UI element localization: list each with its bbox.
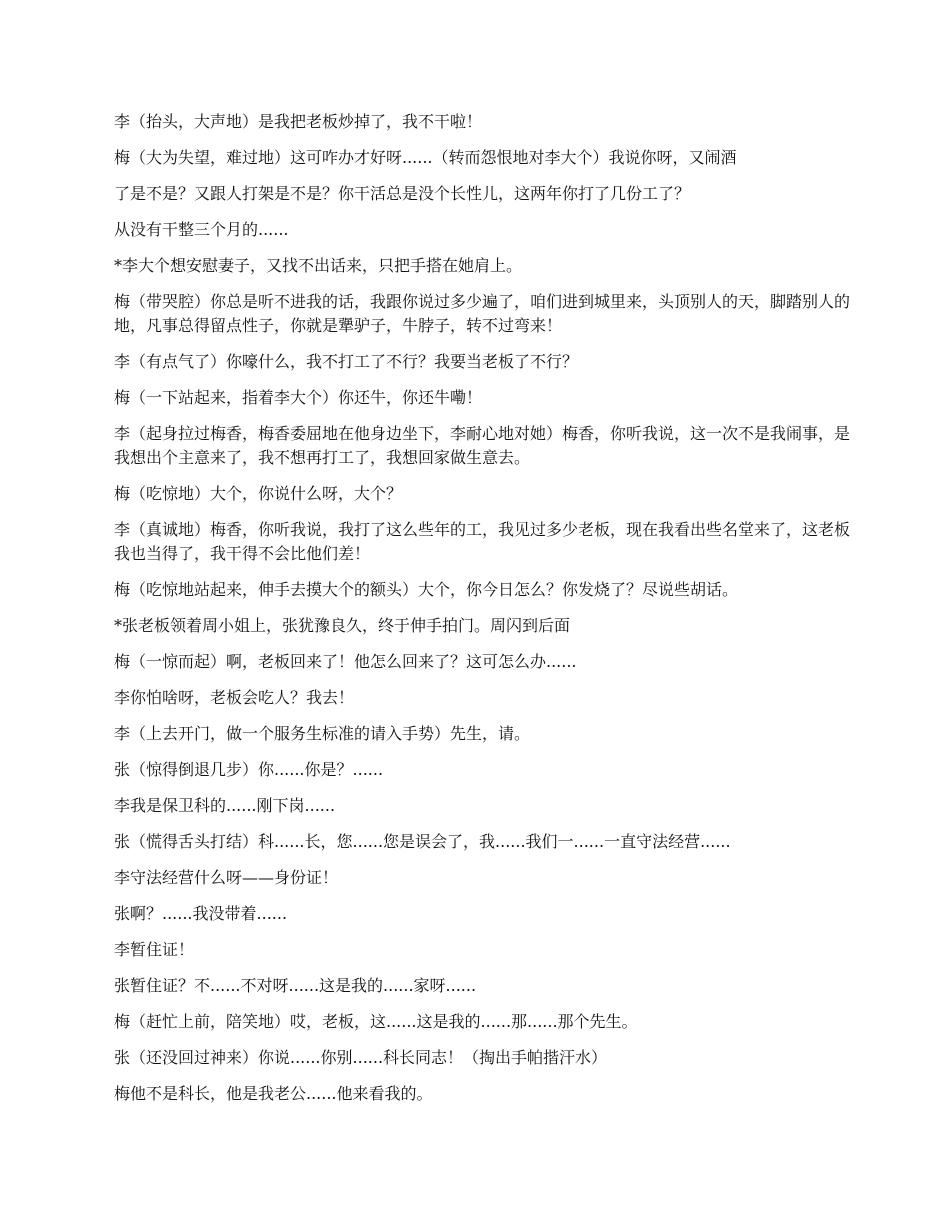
paragraph: 梅（一下站起来，指着李大个）你还牛，你还牛嘞！	[114, 388, 483, 407]
paragraph: 张（惊得倒退几步）你......你是？......	[114, 760, 384, 779]
paragraph: 李（抬头，大声地）是我把老板炒掉了，我不干啦！	[114, 112, 483, 131]
paragraph: 梅（吃惊地）大个，你说什么呀，大个？	[114, 484, 403, 503]
paragraph: 张啊？......我没带着......	[114, 904, 288, 923]
paragraph: 梅（吃惊地站起来，伸手去摸大个的额头）大个，你今日怎么？你发烧了？尽说些胡话。	[114, 580, 739, 599]
paragraph: 张（慌得舌头打结）科......长，您......您是误会了，我......我们一......一直守法经营......	[114, 832, 731, 851]
stage-direction: *李大个想安慰妻子，又找不出话来，只把手搭在她肩上。	[114, 256, 523, 275]
script-text-body	[114, 110, 854, 1118]
paragraph: 梅他不是科长，他是我老公......他来看我的。	[114, 1084, 433, 1103]
paragraph: 张暂住证？不......不对呀......这是我的......家呀......	[114, 976, 477, 995]
paragraph: 李我是保卫科的......刚下岗......	[114, 796, 336, 815]
stage-direction: *张老板领着周小姐上，张犹豫良久，终于伸手拍门。周闪到后面	[114, 616, 571, 635]
paragraph: 梅（一惊而起）啊，老板回来了！他怎么回来了？这可怎么办......	[114, 652, 577, 671]
paragraph: 李（真诚地）梅香，你听我说，我打了这么些年的工，我见过多少老板，现在我看出些名堂来了，这老板我也当得了，我干得不会比他们差！	[114, 520, 851, 563]
paragraph: 李（有点气了）你嚎什么，我不打工了不行？我要当老板了不行？	[114, 352, 579, 371]
paragraph: 张（还没回过神来）你说......你别......科长同志！（掏出手帕揩汗水）	[114, 1048, 608, 1067]
paragraph: 梅（带哭腔）你总是听不进我的话，我跟你说过多少遍了，咱们进到城里来，头顶别人的天，脚踏别人的地，凡事总得留点性子，你就是犟驴子，牛脖子，转不过弯来！	[114, 292, 851, 335]
paragraph: 李（起身拉过梅香，梅香委屈地在他身边坐下，李耐心地对她）梅香，你听我说，这一次不是我闹事，是我想出个主意来了，我不想再打工了，我想回家做生意去。	[114, 424, 851, 467]
paragraph: 李守法经营什么呀——身份证！	[114, 868, 339, 887]
paragraph: 李暂住证！	[114, 940, 195, 959]
paragraph: 从没有干整三个月的......	[114, 220, 289, 239]
paragraph: 梅（赶忙上前，陪笑地）哎，老板，这......这是我的......那......那个先生。	[114, 1012, 638, 1031]
paragraph: 了是不是？又跟人打架是不是？你干活总是没个长性儿，这两年你打了几份工了？	[114, 184, 691, 203]
paragraph: 梅（大为失望，难过地）这可咋办才好呀......（转而怨恨地对李大个）我说你呀，又闹酒	[114, 148, 737, 167]
paragraph: 李你怕啥呀，老板会吃人？我去！	[114, 688, 355, 707]
paragraph: 李（上去开门，做一个服务生标准的请入手势）先生，请。	[114, 724, 531, 743]
